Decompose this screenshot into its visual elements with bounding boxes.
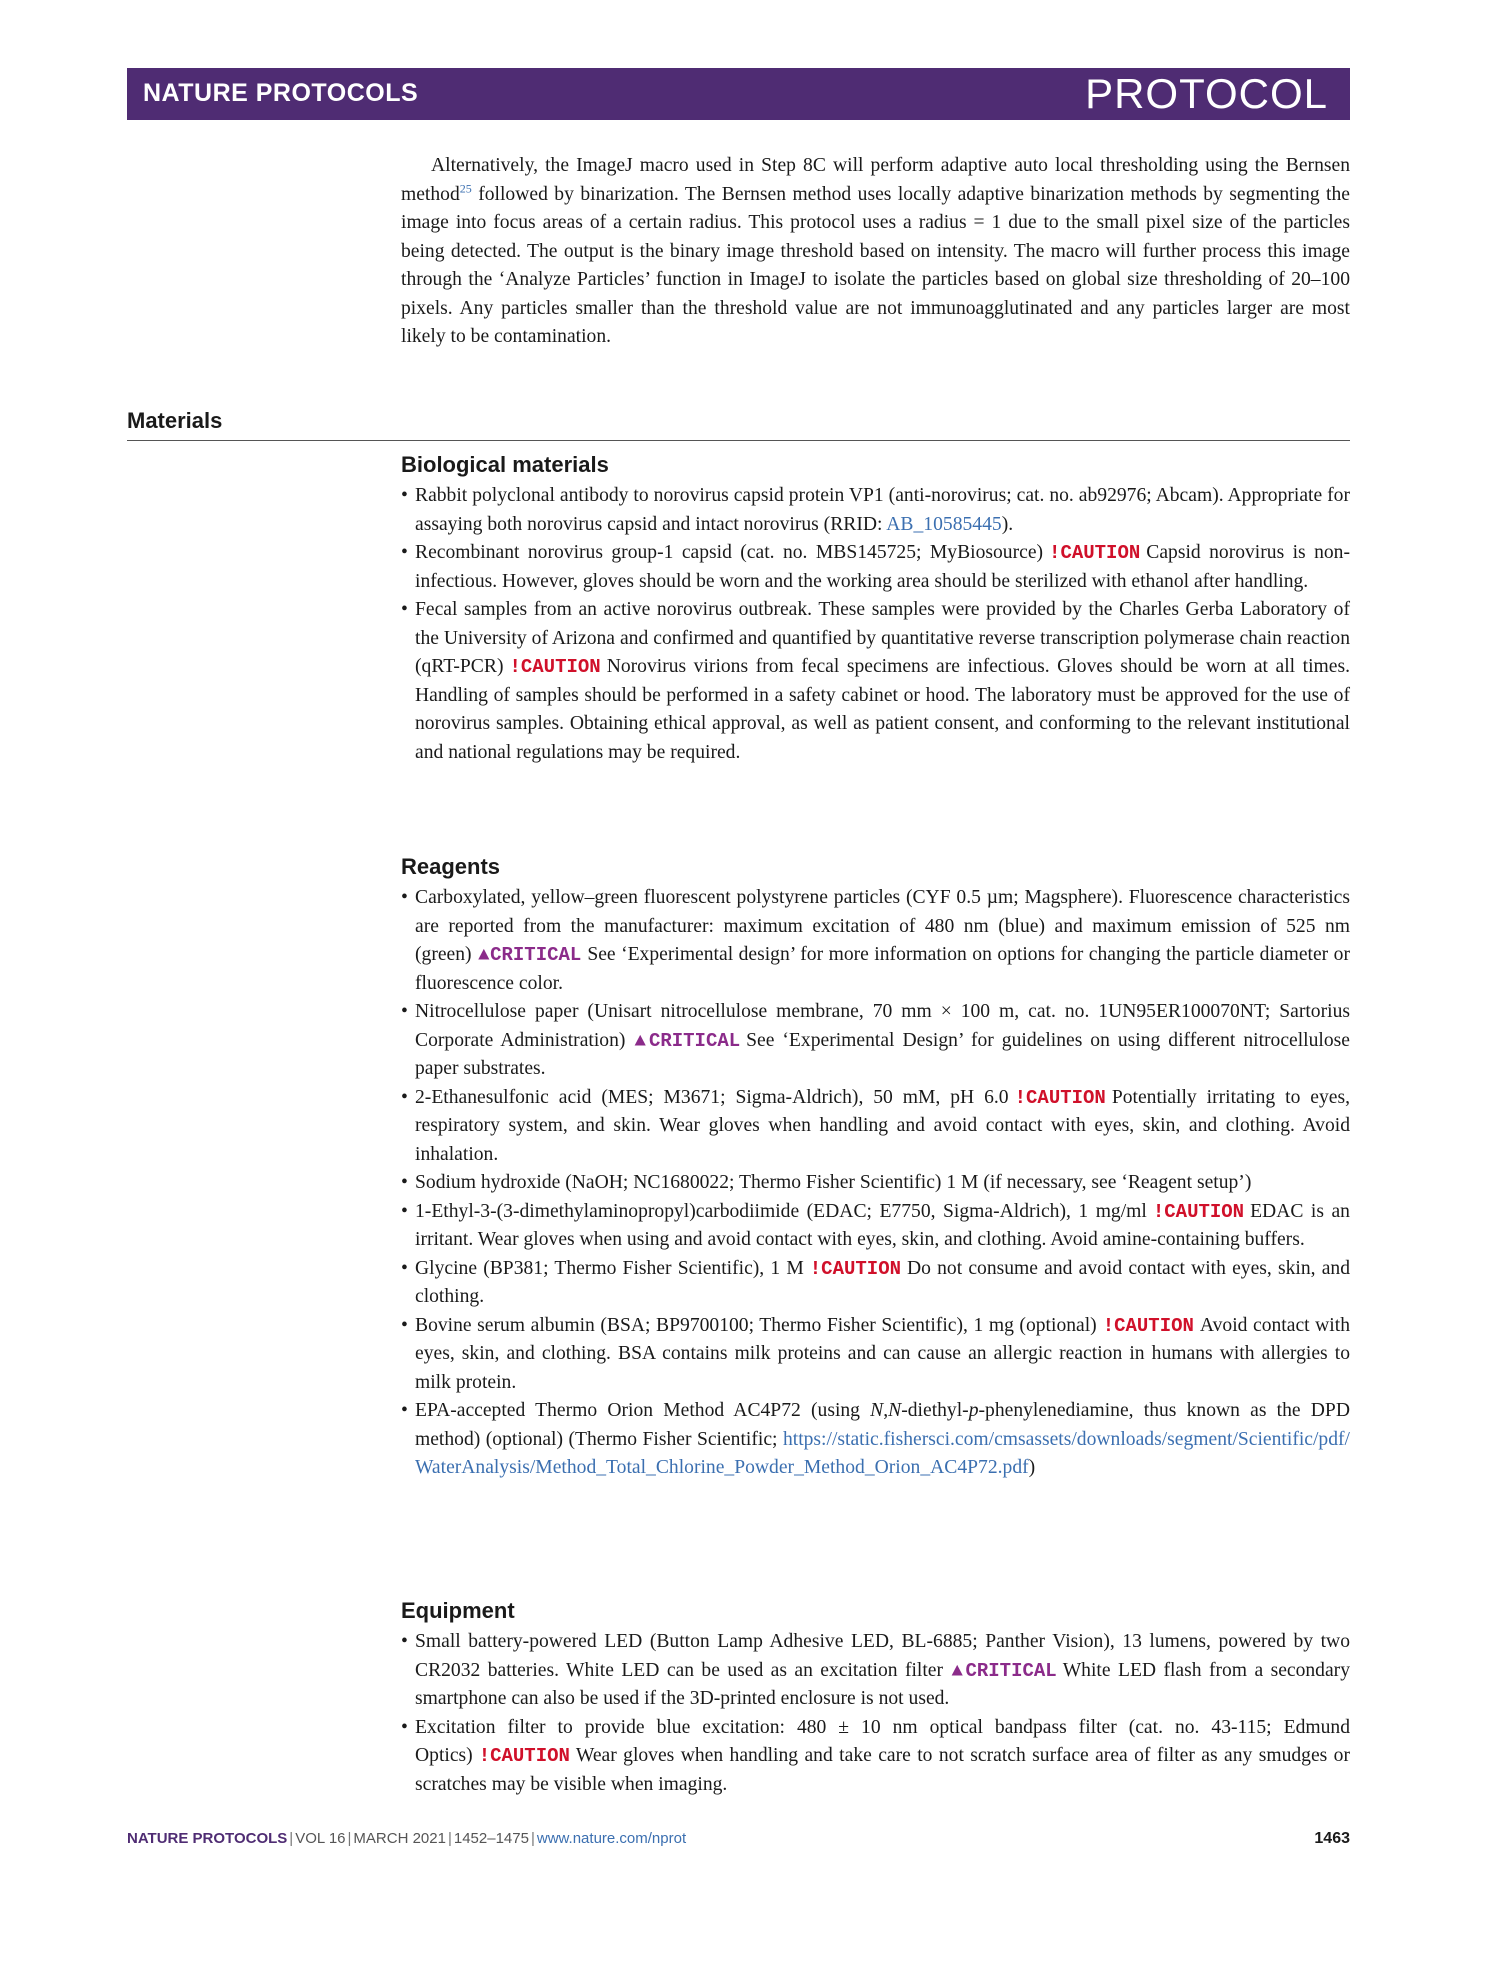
item-text: -diethyl-	[901, 1400, 969, 1421]
list-item	[401, 1628, 1350, 1714]
list-item	[401, 884, 1350, 998]
item-text: -phenylenediamine, thus known as the DPD method) (optional) (Thermo Fisher Scientific;	[415, 1400, 1350, 1450]
item-text: See ‘Experimental Design’ for guidelines on using different nitrocellulose paper substrates.	[415, 1029, 1350, 1079]
item-text-italic: N	[888, 1400, 902, 1421]
intro-paragraph	[401, 152, 1350, 352]
item-text: Excitation filter to provide blue excitation: 480 ± 10 nm optical bandpass filter (cat. no. 43-115; Edmund Optics)	[415, 1716, 1350, 1766]
item-text: EPA-accepted Thermo Orion Method AC4P72 (using	[415, 1400, 871, 1421]
list-item	[401, 998, 1350, 1084]
item-text: Capsid norovirus is non-infectious. However, gloves should be worn and the working area should be sterilized with ethanol after handling.	[415, 542, 1350, 592]
reagents-list	[401, 884, 1350, 1483]
equipment-list	[401, 1628, 1350, 1799]
page-number: 1463	[1314, 1830, 1350, 1847]
footer-separator: |	[289, 1830, 294, 1847]
item-text: Norovirus virions from fecal specimens are infectious. Gloves should be worn at all times. Handling of samples should be performed in a safety cabinet or hood. The laboratory must be approved for the use of norovirus samples. Obtaining ethical approval, as well as patient consent, and conforming to the relevant institutional and national regulations may be required.	[415, 656, 1350, 763]
item-text: Do not consume and avoid contact with eyes, skin, and clothing.	[415, 1257, 1350, 1307]
intro-text-1: Alternatively, the ImageJ macro used in Step 8C will perform adaptive auto local thresholding using the Bernsen method	[401, 155, 1350, 205]
item-text-italic: p	[968, 1400, 979, 1421]
item-text: Bovine serum albumin (BSA; BP9700100; Thermo Fisher Scientific), 1 mg (optional)	[415, 1314, 1097, 1336]
reference-25[interactable]: 25	[459, 180, 472, 195]
item-text: Rabbit polyclonal antibody to norovirus capsid protein VP1 (anti-norovirus; cat. no. ab92976; Abcam). Appropriate for assaying both norovirus capsid and intact norovirus (RRID:	[415, 485, 1350, 535]
caution-flag: !CAUTION	[509, 656, 601, 678]
caution-flag: !CAUTION	[478, 1745, 570, 1767]
item-text: 2-Ethanesulfonic acid (MES; M3671; Sigma-Aldrich), 50 mM, pH 6.0	[415, 1086, 1009, 1108]
footer-separator: |	[530, 1830, 535, 1847]
caution-flag: !CAUTION	[1049, 542, 1141, 564]
footer-url-link[interactable]: www.nature.com/nprot	[536, 1830, 687, 1847]
subsection-title: Reagents	[401, 854, 501, 879]
caution-flag: !CAUTION	[1152, 1200, 1245, 1223]
footer-pages: 1452–1475	[453, 1830, 529, 1847]
biological-materials-section	[401, 450, 1350, 767]
item-text: Recombinant norovirus group-1 capsid (cat. no. MBS145725; MyBiosource)	[415, 542, 1044, 563]
footer-separator: |	[347, 1830, 352, 1847]
section-title: Materials	[127, 408, 223, 433]
item-text: Potentially irritating to eyes, respiratory system, and skin. Wear gloves when handling and avoid contact with eyes, skin, and clothing. Avoid inhalation.	[415, 1086, 1350, 1165]
item-text: Fecal samples from an active norovirus outbreak. These samples were provided by the Charles Gerba Laboratory of the University of Arizona and confirmed and quantified by quantitative reverse transcription polymerase chain reaction (qRT-PCR)	[415, 599, 1350, 677]
item-text: ).	[1001, 513, 1014, 535]
item-text: Avoid contact with eyes, skin, and clothing. BSA contains milk proteins and can cause an allergic reaction in humans with allergies to milk protein.	[415, 1314, 1350, 1393]
list-item	[401, 1312, 1350, 1398]
page-footer	[127, 1830, 1350, 1847]
item-text: )	[1028, 1457, 1036, 1478]
list-item	[401, 1714, 1350, 1800]
biological-materials-list	[401, 482, 1350, 767]
item-text: Glycine (BP381; Thermo Fisher Scientific), 1 M	[415, 1257, 804, 1279]
item-text: Sodium hydroxide (NaOH; NC1680022; Thermo Fisher Scientific) 1 M (if necessary, see ‘Reagent setup’)	[415, 1172, 1252, 1193]
critical-flag: ▲CRITICAL	[477, 944, 582, 966]
list-item	[401, 1084, 1350, 1170]
intro-text-2: followed by binarization. The Bernsen method uses locally adaptive binarization methods by segmenting the image into focus areas of a certain radius. This protocol uses a radius = 1 due to the small pixel size of the particles being detected. The output is the binary image threshold based on intensity. The macro will further process this image through the ‘Analyze Particles’ function in ImageJ to isolate the particles based on global size thresholding of 20–100 pixels. Any particles smaller than the threshold value are not immunoagglutinated and any particles larger are most likely to be contamination.	[401, 183, 1350, 347]
list-item	[401, 539, 1350, 596]
materials-section-heading	[127, 408, 1350, 441]
item-text: Wear gloves when handling and take care to not scratch surface area of filter as any smudges or scratches may be visible when imaging.	[415, 1745, 1350, 1795]
item-text: Small battery-powered LED (Button Lamp Adhesive LED, BL-6885; Panther Vision), 13 lumens, powered by two CR2032 batteries. White LED can be used as an excitation filter	[415, 1631, 1350, 1681]
article-type: PROTOCOL	[1085, 70, 1328, 117]
caution-flag: !CAUTION	[809, 1257, 901, 1280]
item-text: White LED flash from a secondary smartphone can also be used if the 3D-printed enclosure is not used.	[415, 1659, 1350, 1709]
critical-flag: ▲CRITICAL	[949, 1659, 1057, 1682]
item-text: Carboxylated, yellow–green fluorescent polystyrene particles (CYF 0.5 µm; Magsphere). Fluorescence characteristics are reported from the manufacturer: maximum excitation of 480 nm (blue) and maximum emission of 525 nm (green)	[415, 887, 1350, 965]
item-text: EDAC is an irritant. Wear gloves when using and avoid contact with eyes, skin, and clothing. Avoid amine-containing buffers.	[415, 1200, 1350, 1250]
list-item	[401, 596, 1350, 767]
item-text: See ‘Experimental design’ for more information on options for changing the particle diameter or fluorescence color.	[415, 944, 1350, 994]
item-text-italic: N	[870, 1400, 884, 1421]
item-text: Nitrocellulose paper (Unisart nitrocellulose membrane, 70 mm × 100 m, cat. no. 1UN95ER100070NT; Sartorius Corporate Administration)	[415, 1001, 1350, 1051]
caution-flag: !CAUTION	[1102, 1314, 1194, 1337]
list-item	[401, 1198, 1350, 1255]
reagents-section	[401, 852, 1350, 1483]
footer-volume: VOL 16	[295, 1830, 346, 1847]
journal-name: NATURE PROTOCOLS	[143, 79, 419, 107]
footer-separator: |	[447, 1830, 452, 1847]
list-item	[401, 482, 1350, 539]
footer-date: MARCH 2021	[353, 1830, 446, 1847]
item-text: ,	[883, 1400, 889, 1421]
footer-journal: NATURE PROTOCOLS	[127, 1830, 288, 1847]
caution-flag: !CAUTION	[1014, 1086, 1106, 1109]
critical-flag: ▲CRITICAL	[631, 1029, 741, 1052]
item-text: 1-Ethyl-3-(3-dimethylaminopropyl)carbodiimide (EDAC; E7750, Sigma-Aldrich), 1 mg/ml	[415, 1200, 1147, 1222]
rrid-link[interactable]: AB_10585445	[886, 513, 1002, 535]
equipment-section	[401, 1596, 1350, 1799]
list-item	[401, 1397, 1350, 1483]
method-pdf-link[interactable]: https://static.fishersci.com/cmsassets/downloads/segment/Scientific/pdf/WaterAnalysis/Method_Total_Chlorine_Powder_Method_Orion_AC4P72.pdf	[415, 1428, 1350, 1478]
subsection-title: Equipment	[401, 1598, 515, 1623]
list-item	[401, 1169, 1350, 1198]
list-item	[401, 1255, 1350, 1312]
subsection-title: Biological materials	[401, 452, 609, 477]
header-bar	[127, 68, 1350, 120]
